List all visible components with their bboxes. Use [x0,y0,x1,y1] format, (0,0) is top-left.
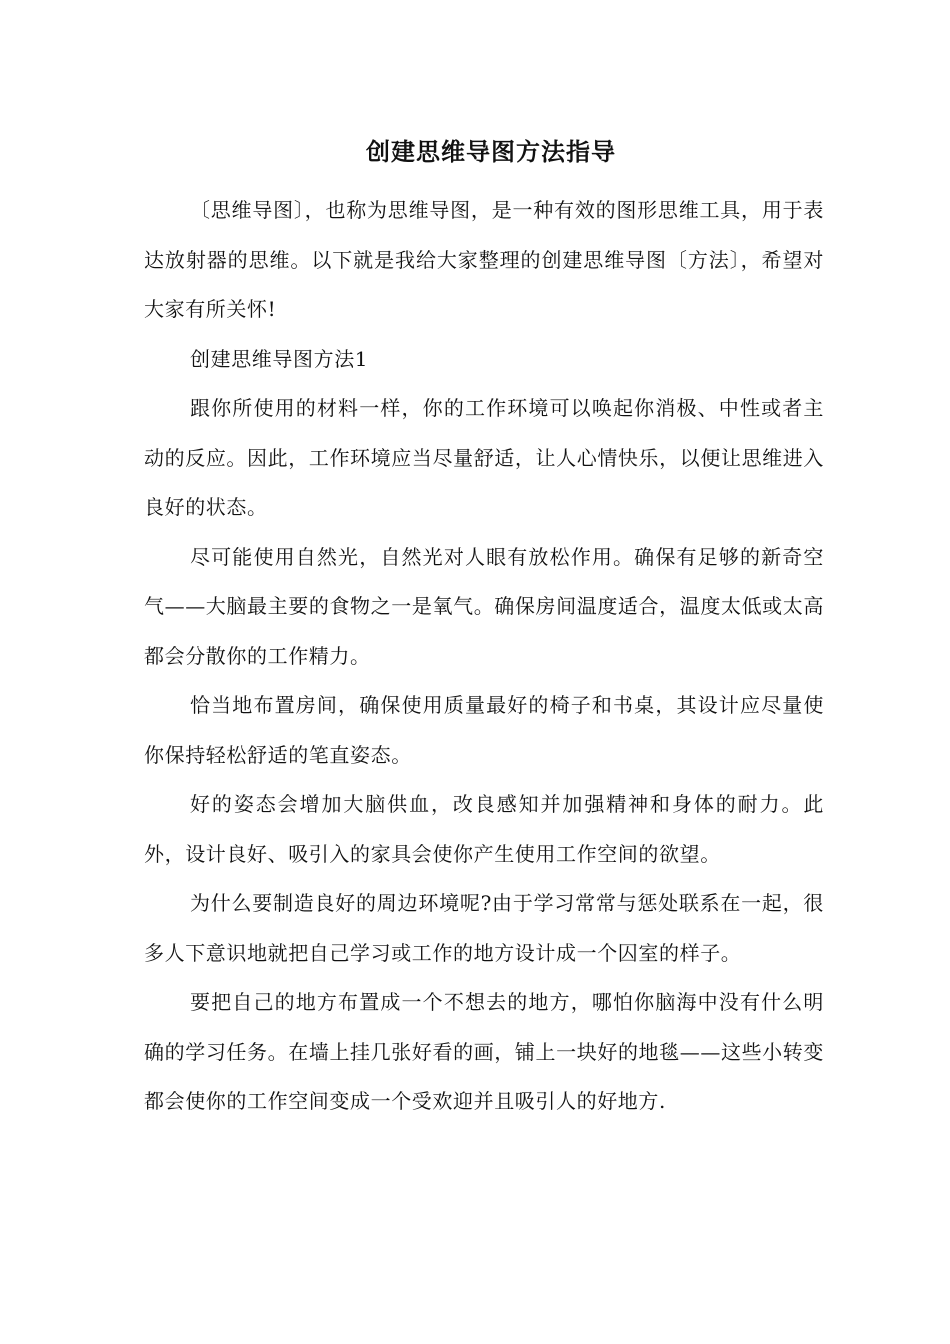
paragraph-work-environment: 跟你所使用的材料一样，你的工作环境可以唤起你消极、中性或者主动的反应。因此，工作环境应当尽量舒适，让人心情快乐，以便让思维进入良好的状态。 [144,396,824,519]
paragraph-decorate-space: 要把自己的地方布置成一个不想去的地方，哪怕你脑海中没有什么明确的学习任务。在墙上挂几张好看的画，铺上一块好的地毯——这些小转变都会使你的工作空间变成一个受欢迎并且吸引人的好地方. [144,990,824,1113]
paragraph-why-environment: 为什么要制造良好的周边环境呢?由于学习常常与惩处联系在一起，很多人下意识地就把自己学习或工作的地方设计成一个囚室的样子。 [144,891,824,965]
paragraph-room-layout: 恰当地布置房间，确保使用质量最好的椅子和书桌，其设计应尽量使你保持轻松舒适的笔直姿态。 [144,693,824,767]
paragraph-posture: 好的姿态会增加大脑供血，改良感知并加强精神和身体的耐力。此外，设计良好、吸引入的家具会使你产生使用工作空间的欲望。 [144,792,824,866]
paragraph-intro: 〔思维导图〕，也称为思维导图，是一种有效的图形思维工具，用于表达放射器的思维。以下就是我给大家整理的创建思维导图〔方法〕，希望对大家有所关怀! [144,198,824,321]
section-heading-method-1: 创建思维导图方法1 [190,346,369,371]
paragraph-natural-light: 尽可能使用自然光，自然光对人眼有放松作用。确保有足够的新奇空气——大脑最主要的食物之一是氧气。确保房间温度适合，温度太低或太高都会分散你的工作精力。 [144,544,824,668]
document-title: 创建思维导图方法指导 [366,138,616,166]
